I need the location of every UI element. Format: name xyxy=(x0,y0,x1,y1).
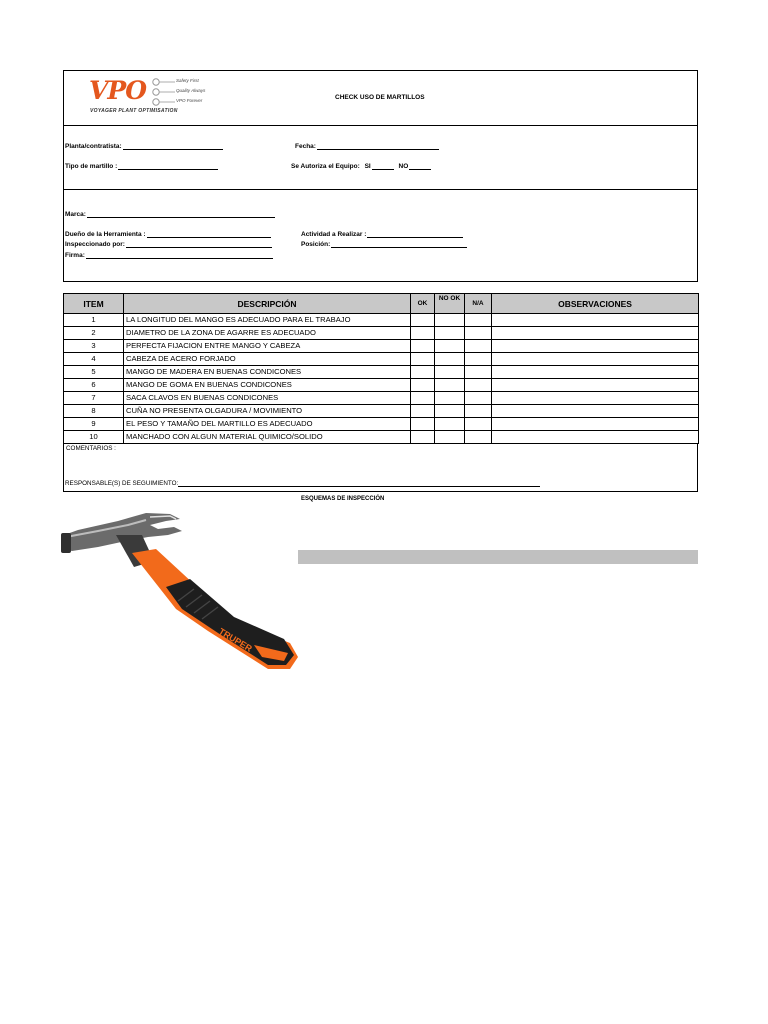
col-nook: NO OK xyxy=(435,294,465,314)
col-observaciones: OBSERVACIONES xyxy=(492,294,699,314)
planta-label: Planta/contratista: xyxy=(65,143,122,150)
logo-tagline-2: Quality Always xyxy=(176,88,206,93)
item-cell: 4 xyxy=(64,353,124,366)
dueno-field xyxy=(65,231,271,238)
planta-field xyxy=(65,143,223,150)
no-input[interactable] xyxy=(409,163,431,170)
description-cell: EL PESO Y TAMAÑO DEL MARTILLO ES ADECUADO xyxy=(124,418,411,431)
description-cell: PERFECTA FIJACION ENTRE MANGO Y CABEZA xyxy=(124,340,411,353)
na-checkbox-cell[interactable] xyxy=(465,366,492,379)
table-header-row xyxy=(64,294,699,314)
description-cell: MANGO DE MADERA EN BUENAS CONDICONES xyxy=(124,366,411,379)
ok-checkbox-cell[interactable] xyxy=(411,314,435,327)
tipo-label: Tipo de martillo : xyxy=(65,163,118,170)
inspeccionado-label: Inspeccionado por: xyxy=(65,241,125,248)
info-box-1 xyxy=(63,125,698,190)
nook-checkbox-cell[interactable] xyxy=(435,431,465,444)
nook-checkbox-cell[interactable] xyxy=(435,314,465,327)
actividad-input[interactable] xyxy=(367,231,463,238)
table-row xyxy=(64,379,699,392)
na-checkbox-cell[interactable] xyxy=(465,340,492,353)
col-na: N/A xyxy=(465,294,492,314)
observaciones-cell[interactable] xyxy=(492,379,699,392)
checklist-table xyxy=(63,293,699,444)
dueno-label: Dueño de la Herramienta : xyxy=(65,231,146,238)
table-row xyxy=(64,366,699,379)
posicion-input[interactable] xyxy=(331,241,467,248)
no-label: NO xyxy=(398,163,409,170)
item-cell: 5 xyxy=(64,366,124,379)
marca-field xyxy=(65,211,275,218)
item-cell: 8 xyxy=(64,405,124,418)
item-cell: 1 xyxy=(64,314,124,327)
ok-checkbox-cell[interactable] xyxy=(411,418,435,431)
fecha-input[interactable] xyxy=(317,143,439,150)
table-row xyxy=(64,418,699,431)
autoriza-field xyxy=(291,163,431,170)
observaciones-cell[interactable] xyxy=(492,314,699,327)
description-cell: SACA CLAVOS EN BUENAS CONDICONES xyxy=(124,392,411,405)
vpo-logo: VPO xyxy=(89,76,146,105)
na-checkbox-cell[interactable] xyxy=(465,405,492,418)
nook-checkbox-cell[interactable] xyxy=(435,418,465,431)
na-checkbox-cell[interactable] xyxy=(465,353,492,366)
autoriza-label: Se Autoriza el Equipo: xyxy=(291,163,360,170)
item-cell: 7 xyxy=(64,392,124,405)
nook-checkbox-cell[interactable] xyxy=(435,327,465,340)
page-title: CHECK USO DE MARTILLOS xyxy=(335,94,425,101)
firma-label: Firma: xyxy=(65,252,85,259)
gray-bar xyxy=(298,550,698,564)
observaciones-cell[interactable] xyxy=(492,340,699,353)
responsable-label: RESPONSABLE(S) DE SEGUIMIENTO: xyxy=(65,480,179,487)
observaciones-cell[interactable] xyxy=(492,405,699,418)
item-cell: 9 xyxy=(64,418,124,431)
item-cell: 10 xyxy=(64,431,124,444)
logo-tagline-3: VPO Forever xyxy=(176,98,203,103)
nook-checkbox-cell[interactable] xyxy=(435,392,465,405)
na-checkbox-cell[interactable] xyxy=(465,418,492,431)
inspeccionado-field xyxy=(65,241,272,248)
item-cell: 2 xyxy=(64,327,124,340)
description-cell: CUÑA NO PRESENTA OLGADURA / MOVIMIENTO xyxy=(124,405,411,418)
description-cell: CABEZA DE ACERO FORJADO xyxy=(124,353,411,366)
description-cell: MANGO DE GOMA EN BUENAS CONDICONES xyxy=(124,379,411,392)
responsable-field xyxy=(65,480,540,487)
observaciones-cell[interactable] xyxy=(492,392,699,405)
actividad-field xyxy=(301,231,463,238)
observaciones-cell[interactable] xyxy=(492,353,699,366)
item-cell: 6 xyxy=(64,379,124,392)
nook-checkbox-cell[interactable] xyxy=(435,405,465,418)
table-row xyxy=(64,327,699,340)
table-row xyxy=(64,405,699,418)
observaciones-cell[interactable] xyxy=(492,366,699,379)
si-input[interactable] xyxy=(372,163,394,170)
tipo-field xyxy=(65,163,218,170)
inspeccionado-input[interactable] xyxy=(126,241,272,248)
responsable-input[interactable] xyxy=(178,480,540,487)
firma-input[interactable] xyxy=(86,252,273,259)
nook-checkbox-cell[interactable] xyxy=(435,379,465,392)
na-checkbox-cell[interactable] xyxy=(465,431,492,444)
posicion-label: Posición: xyxy=(301,241,331,248)
dueno-input[interactable] xyxy=(147,231,271,238)
logo-subtitle: VOYAGER PLANT OPTIMISATION xyxy=(90,108,178,114)
tipo-input[interactable] xyxy=(118,163,218,170)
ok-checkbox-cell[interactable] xyxy=(411,392,435,405)
ok-checkbox-cell[interactable] xyxy=(411,379,435,392)
logo-tagline-1: Safety First xyxy=(176,78,199,83)
col-descripcion: DESCRIPCIÓN xyxy=(124,294,411,314)
posicion-field xyxy=(301,241,467,248)
table-row xyxy=(64,353,699,366)
table-row xyxy=(64,340,699,353)
table-row xyxy=(64,392,699,405)
fecha-label: Fecha: xyxy=(295,143,316,150)
comments-box[interactable] xyxy=(63,443,698,492)
col-item: ITEM xyxy=(64,294,124,314)
logo-connector-icon xyxy=(148,76,178,108)
fecha-field xyxy=(295,143,439,150)
na-checkbox-cell[interactable] xyxy=(465,314,492,327)
observaciones-cell[interactable] xyxy=(492,327,699,340)
ok-checkbox-cell[interactable] xyxy=(411,353,435,366)
planta-input[interactable] xyxy=(123,143,223,150)
si-label: SI xyxy=(364,163,371,170)
na-checkbox-cell[interactable] xyxy=(465,392,492,405)
actividad-label: Actividad a Realizar : xyxy=(301,231,367,238)
hammer-image xyxy=(58,505,308,680)
comments-label: COMENTARIOS : xyxy=(66,445,116,452)
ok-checkbox-cell[interactable] xyxy=(411,366,435,379)
ok-checkbox-cell[interactable] xyxy=(411,327,435,340)
description-cell: MANCHADO CON ALGUN MATERIAL QUIMICO/SOLIDO xyxy=(124,431,411,444)
nook-checkbox-cell[interactable] xyxy=(435,366,465,379)
table-row xyxy=(64,431,699,444)
hammer-brand-text: TRUPER xyxy=(216,626,254,654)
ok-checkbox-cell[interactable] xyxy=(411,431,435,444)
marca-input[interactable] xyxy=(87,211,275,218)
esquemas-label: ESQUEMAS DE INSPECCIÓN xyxy=(301,496,385,502)
observaciones-cell[interactable] xyxy=(492,431,699,444)
item-cell: 3 xyxy=(64,340,124,353)
marca-label: Marca: xyxy=(65,211,86,218)
col-ok: OK xyxy=(411,294,435,314)
na-checkbox-cell[interactable] xyxy=(465,379,492,392)
ok-checkbox-cell[interactable] xyxy=(411,405,435,418)
nook-checkbox-cell[interactable] xyxy=(435,353,465,366)
description-cell: DIAMETRO DE LA ZONA DE AGARRE ES ADECUADO xyxy=(124,327,411,340)
nook-checkbox-cell[interactable] xyxy=(435,340,465,353)
na-checkbox-cell[interactable] xyxy=(465,327,492,340)
ok-checkbox-cell[interactable] xyxy=(411,340,435,353)
firma-field xyxy=(65,252,273,259)
description-cell: LA LONGITUD DEL MANGO ES ADECUADO PARA EL TRABAJO xyxy=(124,314,411,327)
observaciones-cell[interactable] xyxy=(492,418,699,431)
table-row xyxy=(64,314,699,327)
